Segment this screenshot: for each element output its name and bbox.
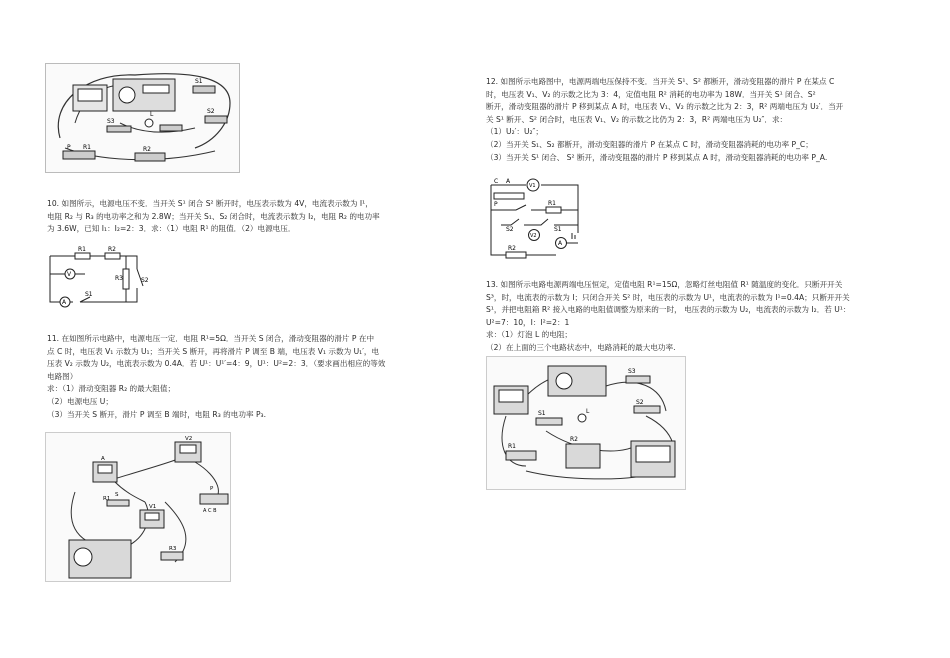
question-11-circuit-figure [45,432,231,582]
fig-label-r2-q13: R2 [570,436,578,443]
q11-line: 11. 在如图所示电路中，电源电压一定．电阻 R¹=5Ω．当开关 S 闭合，滑动变阻器的滑片 P 在中 [47,334,375,343]
fig-label-a: A [101,456,105,462]
q11-line: （2）电源电压 U； [47,396,113,406]
fig-label-l-q13: L [586,408,590,415]
fig-label-s2: S2 [506,226,514,233]
fig-label-r1: R1 [548,200,556,207]
fig-label-p-top: P [67,144,71,151]
q13-line: S³，时，电流表的示数为 I；只闭合开关 S² 时，电压表的示数为 U¹，电流表的示数为 I¹=0.4A；只断开开关 [486,292,850,302]
fig-label-r1-top: R1 [83,144,91,151]
q11-line: 电路图） [47,371,78,381]
fig-label-l-top: L [150,111,154,118]
fig-label-r1-q13: R1 [508,443,516,450]
q12-line: （1）U₂′：U₂″； [486,127,543,137]
fig-label-r2-top: R2 [143,146,151,153]
fig-label-v1: V1 [529,183,536,189]
q10-line: 为 3.6W，已知 I₁：I₂=2：3．求：（1）电阻 R¹ 的阻值．（2）电源电压． [47,224,296,234]
fig-label-s1-q13: S1 [538,410,546,417]
q12-line: 时，电压表 V₁、V₂ 的示数之比为 3：4，定值电阻 R² 消耗的电功率为 18W．当开关 S¹ 闭合、S² [486,89,816,99]
fig-label-s1: S1 [85,291,93,298]
q10-line: 10. 如图所示，电源电压不变．当开关 S¹ 闭合 S² 断开时，电压表示数为 4V，电流表示数为 I¹， [47,199,373,208]
fig-label-r2: R2 [108,246,116,253]
q11-line: （3）当开关 S 断开，滑片 P 调至 B 端时，电阻 R₃ 的电功率 P₃. [47,409,266,419]
fig-label-r2: R2 [508,245,516,252]
question-12-circuit-diagram [486,175,586,263]
fig-label-a-point: A [506,178,511,185]
q13-line: U²=7：10，I：I²=2：1 [486,317,570,327]
fig-label-r1-q11: R1 [103,496,111,502]
fig-label-s2-top: S2 [207,108,215,115]
question-13-circuit-figure [486,356,686,490]
question-10-circuit-diagram [45,244,150,314]
fig-label-slider-p: P [210,486,214,492]
fig-label-ammeter: A [558,240,563,247]
q13-line: （2）在上面的三个电路状态中，电路消耗的最大电功率. [486,342,676,352]
fig-label-r3: R3 [169,546,177,552]
fig-label-voltmeter: V [67,271,72,278]
fig-label-r1: R1 [78,246,86,253]
q10-line: 电阻 R₂ 与 R₃ 的电功率之和为 2.8W；当开关 S₁、S₂ 闭合时，电流表示数为 I₂，电阻 R₂ 的电功率 [47,211,380,221]
fig-label-s: S [115,492,119,498]
q13-line: 求：（1）灯泡 L 的电阻； [486,330,573,340]
fig-label-s3-top: S3 [107,118,115,125]
fig-label-s1-top: S1 [195,78,203,85]
q13-line: S¹，并把电阻箱 R² 接入电路的电阻值调整为原来的一时， 电压表的示数为 U₂，电流表的示数为 I₂．若 U¹： [486,305,851,315]
fig-label-ends: A C B [203,508,217,514]
question-11-text [47,333,385,421]
fig-label-r3: R3 [115,275,123,282]
question-10-text [47,198,380,236]
fig-label-s2: S2 [141,277,149,284]
fig-label-s1: S1 [554,226,562,233]
top-left-circuit-figure [45,63,240,173]
fig-label-s3-q13: S3 [628,368,636,375]
q12-line: 关 S¹ 断开、S² 闭合时，电压表 V₁、V₂ 的示数之比仍为 2：3，R² 两端电压为 U₂″．求： [486,114,788,124]
q12-line: 12. 如图所示电路图中，电源两端电压保持不变．当开关 S¹、S² 都断开，滑动变阻器的滑片 P 在某点 C [486,77,835,86]
fig-label-p: P [494,201,498,208]
fig-label-v1: V1 [149,504,157,510]
q13-line: 13. 如图所示电路电源两端电压恒定，定值电阻 R¹=15Ω，忽略灯丝电阻值 R¹ 随温度的变化．只断开开关 [486,280,843,289]
q11-line: 求：（1）滑动变阻器 R₂ 的最大阻值； [47,384,176,394]
q12-line: （3）当开关 S¹ 闭合、 S² 断开，滑动变阻器的滑片 P 移到某点 A 时，滑动变阻器消耗的电功率 P_A. [486,152,828,162]
question-13-text [486,279,851,355]
fig-label-ammeter: A [62,299,67,306]
q12-line: 断开，滑动变阻器的滑片 P 移到某点 A 时，电压表 V₁、V₂ 的示数之比为 2：3，R² 两端电压为 U₂′．当开 [486,102,844,112]
question-12-text [486,76,843,164]
q11-line: 点 C 时，电压表 V₁ 示数为 U₁；当开关 S 断开，再将滑片 P 调至 B 端，电压表 V₁ 示数为 U₁′，电 [47,346,380,356]
fig-label-s2-q13: S2 [636,399,644,406]
fig-label-v2: V2 [185,436,193,442]
fig-label-v2: V2 [530,233,537,239]
q11-line: 压表 V₂ 示数为 U₂，电流表示数为 0.4A．若 U¹：U¹′=4：9，U¹：U²=2：3．（要求画出相应的等效 [47,359,386,369]
q12-line: （2）当开关 S₁、S₂ 都断开，滑动变阻器的滑片 P 在某点 C 时，滑动变阻器消耗的电功率 P_C； [486,139,813,149]
fig-label-c: C [494,178,499,185]
